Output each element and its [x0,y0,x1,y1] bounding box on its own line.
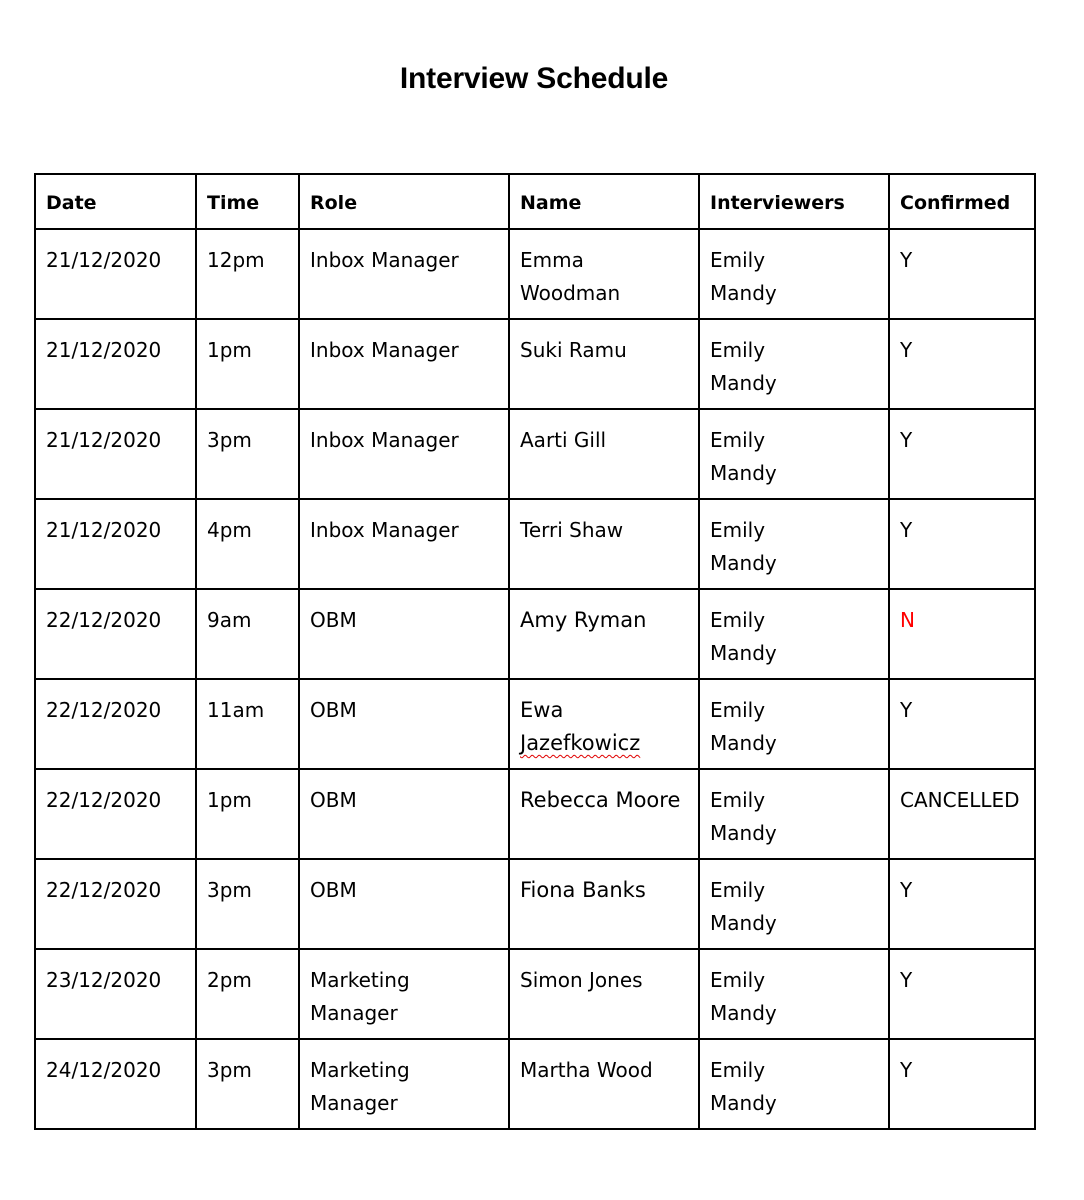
role-text: Inbox Manager [310,338,459,362]
column-header-confirmed[interactable]: Confirmed [889,174,1035,229]
cell-date[interactable]: 21/12/2020 [35,229,196,319]
role-text: OBM [310,698,357,722]
table-row [35,1039,1035,1129]
interviewer-name: Mandy [710,1091,777,1115]
column-header-time[interactable]: Time [196,174,299,229]
role-text: Marketing [310,1058,410,1082]
candidate-name: Rebecca Moore [520,788,681,812]
cell-confirmed[interactable]: Y [889,679,1035,769]
column-header-interviewers[interactable]: Interviewers [699,174,889,229]
candidate-name: Amy Ryman [520,608,647,632]
interviewer-name: Emily [710,338,766,362]
cell-date[interactable]: 22/12/2020 [35,859,196,949]
cell-time[interactable]: 3pm [196,409,299,499]
interviewer-name: Mandy [710,641,777,665]
cell-date[interactable]: 23/12/2020 [35,949,196,1039]
interviewer-name: Mandy [710,1001,777,1025]
role-text: Inbox Manager [310,518,459,542]
interviewer-name: Mandy [710,281,777,305]
cell-role[interactable] [299,679,509,769]
cell-name[interactable] [509,229,699,319]
interviewer-name: Emily [710,428,766,452]
cell-name[interactable] [509,409,699,499]
cell-role[interactable] [299,949,509,1039]
document-title: Interview Schedule [399,62,669,95]
table-row [35,769,1035,859]
cell-interviewers[interactable] [699,589,889,679]
interview-schedule-table [34,173,1036,1130]
cell-confirmed[interactable]: Y [889,1039,1035,1129]
cell-interviewers[interactable] [699,679,889,769]
cell-name[interactable] [509,769,699,859]
table-row [35,949,1035,1039]
cell-time[interactable]: 9am [196,589,299,679]
role-text: Marketing [310,968,410,992]
candidate-name: Terri Shaw [520,518,624,542]
candidate-name: Martha Wood [520,1058,653,1082]
interviewer-name: Emily [710,608,766,632]
cell-role[interactable] [299,319,509,409]
role-text: OBM [310,788,357,812]
cell-date[interactable]: 22/12/2020 [35,679,196,769]
column-header-date[interactable]: Date [35,174,196,229]
interviewer-name: Mandy [710,911,777,935]
cell-interviewers[interactable] [699,1039,889,1129]
table-row [35,859,1035,949]
candidate-name: Suki Ramu [520,338,627,362]
cell-time[interactable]: 1pm [196,319,299,409]
cell-confirmed[interactable]: Y [889,229,1035,319]
cell-role[interactable] [299,1039,509,1129]
cell-interviewers[interactable] [699,949,889,1039]
table-row [35,589,1035,679]
cell-name[interactable] [509,1039,699,1129]
cell-name[interactable] [509,319,699,409]
candidate-name: Emma Woodman [520,248,621,305]
cell-interviewers[interactable] [699,409,889,499]
role-text: Inbox Manager [310,248,459,272]
cell-name[interactable] [509,859,699,949]
cell-interviewers[interactable] [699,319,889,409]
interviewer-name: Emily [710,1058,766,1082]
cell-interviewers[interactable] [699,859,889,949]
cell-time[interactable]: 3pm [196,1039,299,1129]
interviewer-name: Emily [710,698,766,722]
cell-time[interactable]: 2pm [196,949,299,1039]
role-text: Inbox Manager [310,428,459,452]
cell-role[interactable] [299,769,509,859]
cell-confirmed[interactable]: Y [889,409,1035,499]
interviewer-name: Emily [710,788,766,812]
cell-confirmed[interactable]: CANCELLED [889,769,1035,859]
cell-interviewers[interactable] [699,499,889,589]
spellcheck-flagged-word[interactable]: Jazefkowicz [520,731,641,755]
table-row [35,229,1035,319]
interviewer-name: Mandy [710,731,777,755]
interviewer-name: Mandy [710,551,777,575]
column-header-name[interactable]: Name [509,174,699,229]
cell-confirmed[interactable]: Y [889,859,1035,949]
role-text: OBM [310,878,357,902]
cell-role[interactable] [299,409,509,499]
role-text-line-2: Manager [310,1091,398,1115]
cell-interviewers[interactable] [699,769,889,859]
table-row [35,319,1035,409]
candidate-name: Ewa [520,698,564,722]
interviewer-name: Emily [710,968,766,992]
cell-name[interactable] [509,499,699,589]
table-row [35,499,1035,589]
cell-time[interactable]: 12pm [196,229,299,319]
table-row [35,679,1035,769]
interviewer-name: Emily [710,518,766,542]
cell-date[interactable]: 22/12/2020 [35,589,196,679]
cell-date[interactable]: 24/12/2020 [35,1039,196,1129]
cell-role[interactable] [299,859,509,949]
cell-role[interactable] [299,589,509,679]
column-header-role[interactable]: Role [299,174,509,229]
candidate-name: Aarti Gill [520,428,607,452]
candidate-name: Fiona Banks [520,878,646,902]
role-text-line-2: Manager [310,1001,398,1025]
cell-date[interactable]: 21/12/2020 [35,409,196,499]
cell-time[interactable]: 3pm [196,859,299,949]
cell-confirmed[interactable]: Y [889,949,1035,1039]
table-row [35,409,1035,499]
cell-name[interactable] [509,949,699,1039]
cell-name[interactable] [509,589,699,679]
interviewer-name: Mandy [710,461,777,485]
cell-date[interactable]: 22/12/2020 [35,769,196,859]
cell-interviewers[interactable] [699,229,889,319]
interviewer-name: Emily [710,878,766,902]
table-header-row [35,174,1035,229]
cell-role[interactable] [299,229,509,319]
cell-confirmed-no[interactable]: N [889,589,1035,679]
interviewer-name: Emily [710,248,766,272]
role-text: OBM [310,608,357,632]
cell-date[interactable]: 21/12/2020 [35,499,196,589]
cell-time[interactable]: 11am [196,679,299,769]
cell-time[interactable]: 4pm [196,499,299,589]
cell-date[interactable]: 21/12/2020 [35,319,196,409]
cell-name[interactable] [509,679,699,769]
cell-confirmed[interactable]: Y [889,319,1035,409]
cell-role[interactable] [299,499,509,589]
cell-time[interactable]: 1pm [196,769,299,859]
interviewer-name: Mandy [710,371,777,395]
cell-confirmed[interactable]: Y [889,499,1035,589]
candidate-name: Simon Jones [520,968,643,992]
interviewer-name: Mandy [710,821,777,845]
